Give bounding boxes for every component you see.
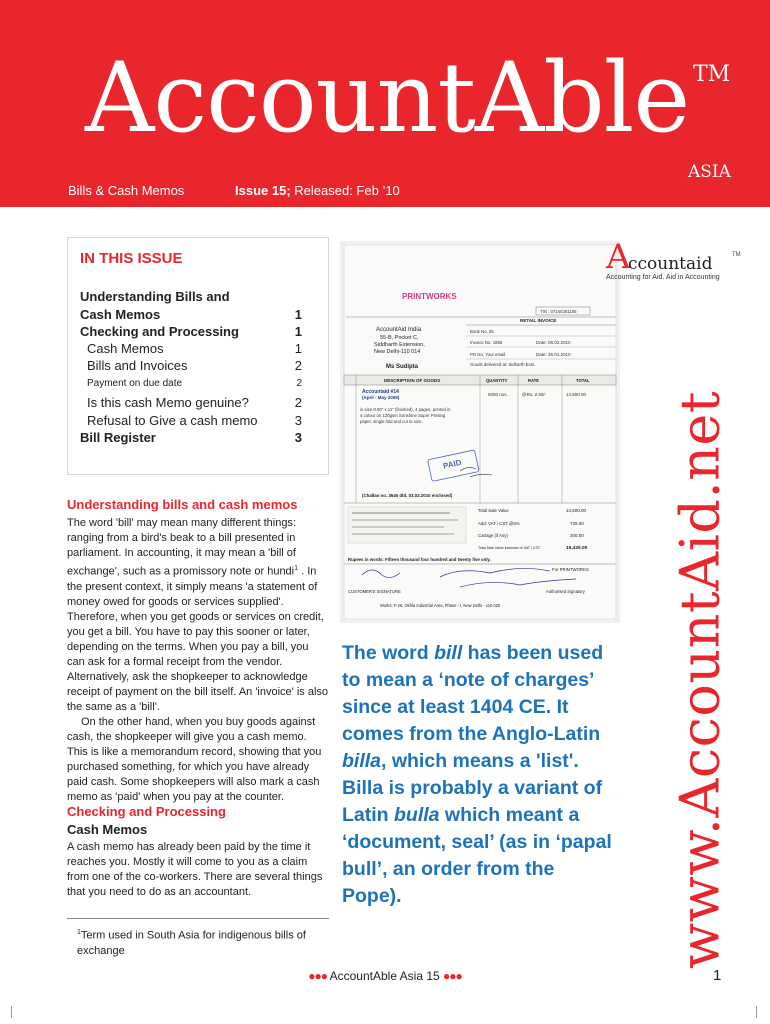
toc-item-page: 3 [294,430,302,445]
website-url[interactable]: www.AccountAid.net [668,390,732,970]
toc-item[interactable] [80,378,302,389]
toc-title: IN THIS ISSUE [80,250,183,267]
article-paragraph: The word 'bill' may mean many different things: ranging from a bird's beak to a bill presented in parliament. In accounting, it may mean a 'bill of exchange', such as a promissory note or hundi$^1$ . In the present context, it simply means 'a statement of money owed for goods or services supplied'. Therefore, when you get goods or services on credit, you get a bill. You have to pay this sooner or later, depending on the terms. When you pay a bill, you can ask for a formal receipt from the vendor. Alternatively, ask the shopkeeper to acknowledge receipt of payment on the bill itself. An 'invoice' is also the same as a 'bill'. [67,517,329,713]
toc-item[interactable] [80,413,302,428]
invoice-scan-image [340,241,620,623]
page-number: 1 [713,967,722,984]
paid-stamp-text: PAID [442,458,463,471]
footnote-ref[interactable]: 1 [294,565,299,572]
invoice-item-desc1: in size 8.50" x 11" (finished), 4 pages, printed in [360,407,451,412]
invoice-cartage-label: Cartage (if Any) [478,533,508,538]
accountaid-logo [606,237,746,290]
invoice-delivered: Goods delivered at: Sidharth Extn. [470,362,536,367]
invoice-rate: @Rs. 2.90/- [522,392,547,397]
issue-number: Issue 15; [235,183,291,198]
toc-item-page: 1 [294,324,302,339]
invoice-item-title: Accountaid #14 [362,389,399,395]
toc-item-page: 2 [294,395,302,410]
footnote-text: Term used in South Asia for indigenous bills of exchange [77,929,306,957]
invoice-attn: Ms Sudipta [386,364,419,370]
pull-quote: The word bill has been used to mean a ‘note of charges’ since at least 1404 CE. It comes from the Anglo-Latin billa, which means a 'list'. Billa is probably a variant of Latin bulla which meant a ‘document, seal’ (as in ‘papal bull’, an order from the Pope). [342,642,612,907]
footnote [77,925,327,959]
invoice-qty: 5000 nos. [488,392,508,397]
logo-tagline: Accounting for Aid. Aid in Accounting [606,274,720,281]
toc-item-page: 1 [294,307,302,322]
invoice-col-qty: QUANTITY [486,378,508,383]
invoice-grand: 15,425.00 [566,546,588,551]
toc-item-label: Cash Memos [87,341,164,356]
invoice-book: Book No. 25 [470,329,494,334]
toc-item-page: 2 [294,358,302,373]
invoice-title: RETAIL INVOICE [520,318,557,323]
footer-dots-icon: ●●● [443,969,462,983]
footnote-number: 1 [77,929,81,936]
footer-text: AccountAble Asia 15 [329,969,440,983]
invoice-po-date: Date: 26.01.2010 [536,352,571,357]
toc-item-label: Refusal to Give a cash memo [87,413,258,428]
invoice-item-desc3: paper, single fold and cut to size. [360,419,423,424]
toc-item[interactable] [80,307,302,322]
toc-item-label: Checking and Processing [80,324,239,339]
invoice-auth-sig: Authorised Signatory [546,589,585,594]
table-of-contents [67,237,329,475]
invoice-company: PRINTWORKS [402,292,457,301]
invoice-works: Works: F-25, Okhla Industrial Area, Phase - I, New Delhi - 110 020 [380,603,501,608]
article-body [67,516,329,805]
invoice-total-sale-label: Total Sale Value [478,508,509,513]
toc-item-page: 2 [296,378,302,389]
invoice-tin: TIN : 07240281155 [540,309,577,314]
issue-info [235,183,400,198]
masthead-banner [0,0,770,207]
toc-item-label: Understanding Bills and [80,289,230,304]
article-heading: Understanding bills and cash memos [67,497,298,512]
section-body [67,840,329,900]
toc-item[interactable] [80,289,302,304]
invoice-po: PO No. Your email [470,352,506,357]
toc-item[interactable] [80,358,302,373]
toc-item[interactable] [80,430,302,445]
article-paragraph: On the other hand, when you buy goods against cash, the shopkeeper will give you a cash memo. This is like a memorandum record, showing that you purchased something, for which you have already paid cash. Some shopkeepers will also mark a cash memo as 'paid' when you pay at the counter. [67,715,322,803]
invoice-challan: (Challan no. 3646 dtd. 03.02.2010 enclosed) [362,493,453,498]
toc-item[interactable] [80,341,302,356]
toc-item[interactable] [80,324,302,339]
invoice-vat: 725.00 [570,521,584,526]
issue-category: Bills & Cash Memos [68,183,185,198]
toc-item-label: Payment on due date [87,378,183,389]
invoice-col-rate: RATE [528,378,540,383]
invoice-item-sub: (April - May 2009) [362,395,400,400]
release-date: Released: Feb ’10 [294,183,400,198]
toc-item-label: Bill Register [80,430,156,445]
footer-dots-icon: ●●● [308,969,327,983]
invoice-total-sale: 14,500.00 [566,508,587,513]
section-heading: Checking and Processing [67,804,226,819]
invoice-to-line2: Siddharth Extension, [374,342,425,348]
invoice-cartage: 200.00 [570,533,584,538]
footnote-divider [67,918,329,919]
invoice-grand-label: Total Sale Value inclusive of VAT / CST [478,546,541,550]
invoice-for: For PRINTWORKS [552,567,589,572]
logo-initial: A [606,237,631,277]
invoice-item-desc2: 4 colour on 120gsm Sunshine Super Printing [360,413,446,418]
toc-item-label: Is this cash Memo genuine? [87,395,249,410]
toc-item-page: 3 [294,413,302,428]
section-subheading: Cash Memos [67,822,148,837]
toc-item-page: 1 [294,341,302,356]
toc-item-label: Cash Memos [80,307,161,322]
page-footer [0,969,770,983]
trademark: TM [693,62,731,87]
masthead-logo: AccountAble [85,42,690,154]
toc-item[interactable] [80,395,302,410]
invoice-total: 14,500.00 [566,392,587,397]
toc-item-label: Bills and Invoices [87,358,188,373]
invoice-col-desc: DESCRIPTION OF GOODS [384,378,441,383]
invoice-words: Rupees in words: Fifteen thousand four hundred and twenty five only. [348,557,491,562]
invoice-number: Invoice No. 1858 [470,340,503,345]
article-paragraph: A cash memo has already been paid by the time it reaches you. Mostly it will come to you as a claim from one of the co-workers. There are several things that you need to do as an accountant. [67,841,323,898]
region-label: ASIA [688,162,731,182]
logo-trademark: TM [732,252,741,258]
invoice-to-line3: New Delhi-110 014 [374,349,421,355]
invoice-to-name: AccountAid India [376,327,422,333]
logo-text: ccountaid [628,254,713,274]
invoice-date: Date: 08.02.2010 [536,340,571,345]
invoice-col-total: TOTAL [576,378,590,383]
invoice-to-line1: 55-B, Pocket C, [380,335,419,341]
invoice-customer-sig: CUSTOMER'S SIGNATURE [348,589,401,594]
invoice-vat-label: Add: VAT / CST @5% [478,521,520,526]
